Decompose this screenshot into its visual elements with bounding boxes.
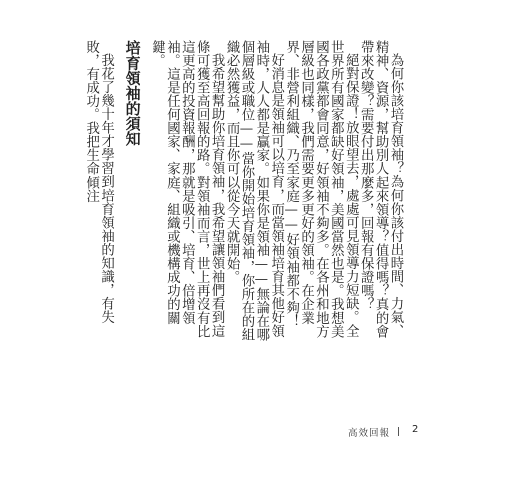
body-paragraph-2: 絕對保證！放眼望去，處處可見領導力短缺。全世界所有國家都缺好領袖，美國當然也是。我想美國各政黨都會同意，好領袖不夠多。在各州和地方層級也同樣，我們需要更多更好的領袖。在企業界、非營利組織、乃至家庭——好領袖都不夠！ bbox=[283, 40, 359, 339]
page-footer bbox=[0, 425, 520, 439]
page-number: 2 bbox=[412, 424, 419, 435]
running-footer-title: 高效回報 bbox=[347, 428, 390, 439]
section-paragraph-1: 我花了幾十年才學習到培育領袖的知識，有失敗，有成功。我把生命傾注 bbox=[83, 40, 114, 325]
body-paragraph-4: 我希望幫助你培育領袖，我希望讓領袖們看到這條可獲至高回報的路。對領袖而言，世上再沒有比這更高的投資報酬，那就是吸引、培育、倍增領袖。這是任何國家、家庭、組織或機構成功的關鍵。 bbox=[149, 40, 225, 339]
body-paragraph-3: 好消息是領袖可以培育，而當領袖培育其他好領袖時，人人都是贏家。如果你是領袖——無論在哪個層級或職位——當你開始培育領袖，你所在的組織必然獲益，而且你可以從今天就開始。 bbox=[224, 40, 284, 342]
section-heading: 培育領袖的須知 bbox=[123, 40, 142, 147]
vertical-text-body bbox=[83, 40, 402, 350]
body-paragraph-1: 為何你該培育領袖？為何你該付出時間、力氣、精神、資源，幫助別人起來領導？值得嗎？真的會帶來改變？需要付出那麼多，回報有保證嗎？ bbox=[358, 40, 403, 339]
footer-divider bbox=[398, 427, 399, 436]
